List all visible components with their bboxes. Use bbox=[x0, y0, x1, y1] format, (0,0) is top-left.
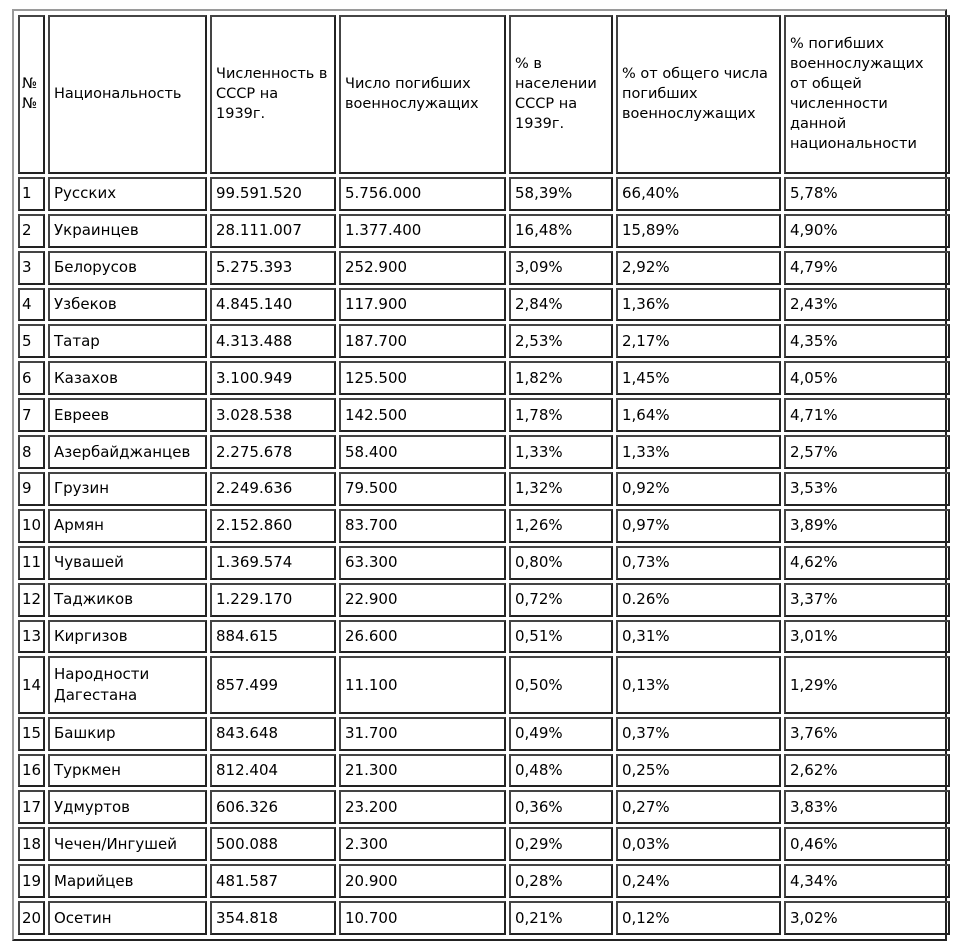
cell-nationality: Башкир bbox=[48, 717, 207, 751]
cell-deaths: 83.700 bbox=[339, 509, 506, 543]
cell-pct-total-deaths: 66,40% bbox=[616, 177, 781, 211]
cell-deaths: 252.900 bbox=[339, 251, 506, 285]
cell-population: 481.587 bbox=[210, 864, 336, 898]
cell-deaths: 58.400 bbox=[339, 435, 506, 469]
cell-nationality: Белорусов bbox=[48, 251, 207, 285]
cell-deaths: 31.700 bbox=[339, 717, 506, 751]
nationality-losses-table bbox=[15, 12, 953, 938]
cell-num: 15 bbox=[18, 717, 45, 751]
cell-deaths: 187.700 bbox=[339, 324, 506, 358]
cell-pct-population: 1,33% bbox=[509, 435, 613, 469]
table-row bbox=[18, 214, 950, 248]
cell-deaths: 2.300 bbox=[339, 827, 506, 861]
cell-population: 354.818 bbox=[210, 901, 336, 935]
cell-nationality: Казахов bbox=[48, 361, 207, 395]
table-row bbox=[18, 717, 950, 751]
table-row bbox=[18, 361, 950, 395]
cell-pct-population: 0,48% bbox=[509, 754, 613, 788]
header-num: № № bbox=[18, 15, 45, 174]
cell-pct-population: 58,39% bbox=[509, 177, 613, 211]
cell-pct-nationality: 4,71% bbox=[784, 398, 950, 432]
cell-population: 2.249.636 bbox=[210, 472, 336, 506]
cell-num: 5 bbox=[18, 324, 45, 358]
cell-population: 4.313.488 bbox=[210, 324, 336, 358]
cell-nationality: Евреев bbox=[48, 398, 207, 432]
cell-pct-nationality: 3,83% bbox=[784, 790, 950, 824]
cell-nationality: Чечен/Ингушей bbox=[48, 827, 207, 861]
cell-population: 857.499 bbox=[210, 656, 336, 713]
cell-pct-nationality: 3,89% bbox=[784, 509, 950, 543]
cell-nationality: Туркмен bbox=[48, 754, 207, 788]
cell-num: 7 bbox=[18, 398, 45, 432]
cell-deaths: 22.900 bbox=[339, 583, 506, 617]
cell-pct-nationality: 3,53% bbox=[784, 472, 950, 506]
table-row bbox=[18, 324, 950, 358]
cell-pct-nationality: 1,29% bbox=[784, 656, 950, 713]
table-frame bbox=[12, 9, 947, 941]
table-row bbox=[18, 177, 950, 211]
cell-num: 9 bbox=[18, 472, 45, 506]
cell-population: 1.369.574 bbox=[210, 546, 336, 580]
header-pct-population: % в населении СССР на 1939г. bbox=[509, 15, 613, 174]
table-row bbox=[18, 435, 950, 469]
cell-population: 500.088 bbox=[210, 827, 336, 861]
table-row bbox=[18, 656, 950, 713]
cell-population: 1.229.170 bbox=[210, 583, 336, 617]
cell-pct-total-deaths: 1,45% bbox=[616, 361, 781, 395]
table-row bbox=[18, 472, 950, 506]
header-row bbox=[18, 15, 950, 174]
cell-pct-nationality: 2,62% bbox=[784, 754, 950, 788]
cell-nationality: Узбеков bbox=[48, 288, 207, 322]
cell-pct-population: 1,82% bbox=[509, 361, 613, 395]
cell-pct-population: 1,78% bbox=[509, 398, 613, 432]
cell-pct-population: 16,48% bbox=[509, 214, 613, 248]
header-population-1939: Численность в СССР на 1939г. bbox=[210, 15, 336, 174]
cell-pct-nationality: 3,37% bbox=[784, 583, 950, 617]
cell-deaths: 5.756.000 bbox=[339, 177, 506, 211]
header-deaths: Число погибших военнослужащих bbox=[339, 15, 506, 174]
cell-pct-population: 0,51% bbox=[509, 620, 613, 654]
cell-population: 3.028.538 bbox=[210, 398, 336, 432]
cell-pct-nationality: 4,62% bbox=[784, 546, 950, 580]
cell-pct-total-deaths: 0,03% bbox=[616, 827, 781, 861]
cell-nationality: Грузин bbox=[48, 472, 207, 506]
cell-num: 6 bbox=[18, 361, 45, 395]
table-row bbox=[18, 754, 950, 788]
cell-population: 843.648 bbox=[210, 717, 336, 751]
table-row bbox=[18, 901, 950, 935]
cell-deaths: 63.300 bbox=[339, 546, 506, 580]
cell-pct-total-deaths: 0,31% bbox=[616, 620, 781, 654]
cell-num: 2 bbox=[18, 214, 45, 248]
cell-pct-nationality: 3,76% bbox=[784, 717, 950, 751]
cell-nationality: Удмуртов bbox=[48, 790, 207, 824]
cell-num: 20 bbox=[18, 901, 45, 935]
cell-pct-population: 3,09% bbox=[509, 251, 613, 285]
cell-num: 14 bbox=[18, 656, 45, 713]
cell-pct-total-deaths: 0,97% bbox=[616, 509, 781, 543]
cell-deaths: 125.500 bbox=[339, 361, 506, 395]
cell-pct-nationality: 4,34% bbox=[784, 864, 950, 898]
cell-population: 812.404 bbox=[210, 754, 336, 788]
cell-deaths: 142.500 bbox=[339, 398, 506, 432]
table-row bbox=[18, 827, 950, 861]
table-row bbox=[18, 864, 950, 898]
cell-pct-population: 0,29% bbox=[509, 827, 613, 861]
header-pct-total-deaths: % от общего числа погибших военнослужащих bbox=[616, 15, 781, 174]
cell-num: 13 bbox=[18, 620, 45, 654]
cell-population: 884.615 bbox=[210, 620, 336, 654]
cell-pct-nationality: 3,02% bbox=[784, 901, 950, 935]
cell-num: 17 bbox=[18, 790, 45, 824]
cell-pct-total-deaths: 1,33% bbox=[616, 435, 781, 469]
cell-pct-nationality: 5,78% bbox=[784, 177, 950, 211]
cell-pct-population: 2,53% bbox=[509, 324, 613, 358]
cell-nationality: Киргизов bbox=[48, 620, 207, 654]
cell-pct-total-deaths: 2,17% bbox=[616, 324, 781, 358]
cell-deaths: 23.200 bbox=[339, 790, 506, 824]
table-row bbox=[18, 790, 950, 824]
table-row bbox=[18, 509, 950, 543]
cell-deaths: 26.600 bbox=[339, 620, 506, 654]
cell-pct-nationality: 3,01% bbox=[784, 620, 950, 654]
table-row bbox=[18, 620, 950, 654]
cell-pct-population: 2,84% bbox=[509, 288, 613, 322]
cell-pct-nationality: 2,43% bbox=[784, 288, 950, 322]
cell-nationality: Русских bbox=[48, 177, 207, 211]
cell-deaths: 21.300 bbox=[339, 754, 506, 788]
cell-nationality: Народности Дагестана bbox=[48, 656, 207, 713]
cell-num: 8 bbox=[18, 435, 45, 469]
table-row bbox=[18, 583, 950, 617]
cell-pct-nationality: 4,05% bbox=[784, 361, 950, 395]
cell-pct-nationality: 4,79% bbox=[784, 251, 950, 285]
cell-num: 10 bbox=[18, 509, 45, 543]
cell-pct-total-deaths: 15,89% bbox=[616, 214, 781, 248]
cell-nationality: Таджиков bbox=[48, 583, 207, 617]
cell-num: 3 bbox=[18, 251, 45, 285]
cell-num: 1 bbox=[18, 177, 45, 211]
cell-nationality: Украинцев bbox=[48, 214, 207, 248]
cell-population: 606.326 bbox=[210, 790, 336, 824]
cell-population: 2.275.678 bbox=[210, 435, 336, 469]
header-nationality: Национальность bbox=[48, 15, 207, 174]
cell-deaths: 1.377.400 bbox=[339, 214, 506, 248]
cell-pct-total-deaths: 0.26% bbox=[616, 583, 781, 617]
cell-pct-population: 0,21% bbox=[509, 901, 613, 935]
cell-nationality: Чувашей bbox=[48, 546, 207, 580]
cell-pct-population: 1,32% bbox=[509, 472, 613, 506]
cell-nationality: Осетин bbox=[48, 901, 207, 935]
table-row bbox=[18, 546, 950, 580]
cell-num: 19 bbox=[18, 864, 45, 898]
cell-deaths: 20.900 bbox=[339, 864, 506, 898]
cell-num: 4 bbox=[18, 288, 45, 322]
cell-nationality: Азербайджанцев bbox=[48, 435, 207, 469]
cell-pct-nationality: 4,35% bbox=[784, 324, 950, 358]
cell-deaths: 79.500 bbox=[339, 472, 506, 506]
cell-pct-total-deaths: 0,25% bbox=[616, 754, 781, 788]
cell-pct-total-deaths: 0,12% bbox=[616, 901, 781, 935]
cell-num: 11 bbox=[18, 546, 45, 580]
table-row bbox=[18, 251, 950, 285]
cell-pct-population: 1,26% bbox=[509, 509, 613, 543]
cell-pct-population: 0,49% bbox=[509, 717, 613, 751]
cell-population: 4.845.140 bbox=[210, 288, 336, 322]
cell-population: 3.100.949 bbox=[210, 361, 336, 395]
header-pct-deaths-of-nationality: % погибших военнослужащих от общей численности данной национальности bbox=[784, 15, 950, 174]
cell-deaths: 117.900 bbox=[339, 288, 506, 322]
cell-population: 99.591.520 bbox=[210, 177, 336, 211]
cell-num: 16 bbox=[18, 754, 45, 788]
cell-pct-population: 0,80% bbox=[509, 546, 613, 580]
cell-pct-total-deaths: 0,13% bbox=[616, 656, 781, 713]
cell-pct-total-deaths: 0,27% bbox=[616, 790, 781, 824]
cell-num: 12 bbox=[18, 583, 45, 617]
cell-pct-total-deaths: 1,64% bbox=[616, 398, 781, 432]
cell-pct-population: 0,36% bbox=[509, 790, 613, 824]
cell-pct-nationality: 2,57% bbox=[784, 435, 950, 469]
table-row bbox=[18, 398, 950, 432]
table-row bbox=[18, 288, 950, 322]
cell-population: 2.152.860 bbox=[210, 509, 336, 543]
cell-pct-population: 0,28% bbox=[509, 864, 613, 898]
cell-nationality: Марийцев bbox=[48, 864, 207, 898]
cell-pct-total-deaths: 1,36% bbox=[616, 288, 781, 322]
cell-population: 5.275.393 bbox=[210, 251, 336, 285]
cell-pct-nationality: 0,46% bbox=[784, 827, 950, 861]
cell-pct-total-deaths: 0,92% bbox=[616, 472, 781, 506]
cell-pct-total-deaths: 2,92% bbox=[616, 251, 781, 285]
cell-pct-population: 0,50% bbox=[509, 656, 613, 713]
cell-pct-total-deaths: 0,37% bbox=[616, 717, 781, 751]
cell-pct-nationality: 4,90% bbox=[784, 214, 950, 248]
cell-num: 18 bbox=[18, 827, 45, 861]
cell-nationality: Армян bbox=[48, 509, 207, 543]
cell-deaths: 10.700 bbox=[339, 901, 506, 935]
cell-deaths: 11.100 bbox=[339, 656, 506, 713]
cell-pct-total-deaths: 0,24% bbox=[616, 864, 781, 898]
cell-population: 28.111.007 bbox=[210, 214, 336, 248]
cell-pct-total-deaths: 0,73% bbox=[616, 546, 781, 580]
cell-pct-population: 0,72% bbox=[509, 583, 613, 617]
cell-nationality: Татар bbox=[48, 324, 207, 358]
